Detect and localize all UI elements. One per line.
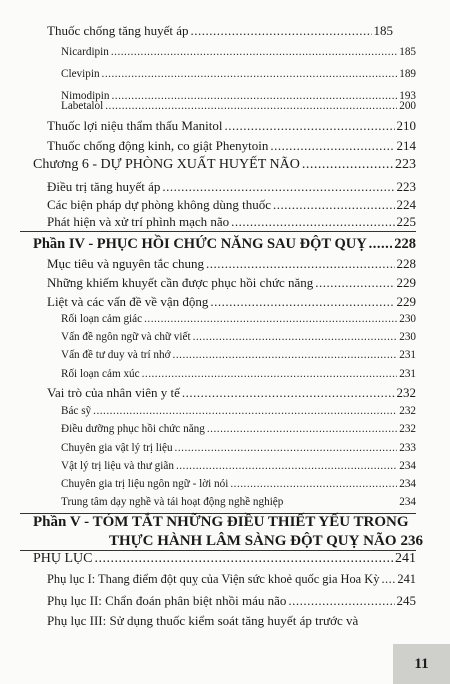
toc-entry-title: Thuốc chống tăng huyết áp — [47, 23, 189, 38]
toc-entry-title: Thuốc lợi niệu thẩm thấu Manitol — [47, 118, 223, 133]
toc-entry — [61, 331, 416, 343]
toc-entry — [47, 138, 416, 154]
toc-entry-page: 234 — [399, 460, 416, 472]
section-divider — [20, 231, 416, 232]
toc-entry-page: 234 — [399, 496, 416, 508]
toc-entry-page: 230 — [399, 331, 416, 343]
toc-entry-title: Phần IV - PHỤC HỒI CHỨC NĂNG SAU ĐỘT QUỴ — [33, 236, 367, 252]
toc-entry — [47, 256, 416, 272]
leader-dots — [176, 461, 397, 471]
toc-entry — [61, 460, 416, 472]
toc-entry-title: Phát hiện và xử trí phình mạch não — [47, 214, 230, 229]
leader-dots — [273, 198, 394, 210]
leader-dots — [111, 47, 397, 57]
leader-dots — [315, 276, 394, 288]
toc-entry — [47, 118, 416, 134]
leader-dots — [302, 158, 393, 171]
toc-entry-page: 231 — [399, 368, 416, 380]
toc-entry — [47, 214, 416, 230]
toc-entry-title: Nicardipin — [61, 46, 109, 58]
toc-entry-page: 241 — [397, 572, 416, 586]
toc-entry-title: Vai trò của nhân viên y tế — [47, 385, 180, 400]
toc-entry-title: Clevipin — [61, 68, 100, 80]
page-number: 11 — [414, 655, 429, 672]
toc-entry-page: 185 — [373, 23, 393, 38]
leader-dots — [142, 369, 398, 379]
toc-entry-title: Nimodipin — [61, 90, 110, 102]
toc-entry-page: 233 — [399, 442, 416, 454]
toc-entry-page: 223 — [396, 179, 416, 194]
toc-entry-title: Vấn đề tư duy và trí nhớ — [61, 349, 171, 361]
toc-entry — [47, 294, 416, 310]
toc-entry — [47, 23, 393, 39]
toc-entry-page: 210 — [396, 118, 416, 133]
leader-dots — [207, 424, 397, 434]
toc-entry-page: 223 — [395, 157, 416, 172]
leader-dots — [381, 573, 395, 584]
toc-entry-page: 224 — [396, 197, 416, 212]
toc-entry-title: Labetalol — [61, 100, 104, 112]
toc-entry-title: Phụ lục I: Thang điểm đột quỵ của Viện sức khoẻ quốc gia Hoa Kỳ — [47, 572, 380, 586]
toc-part-continued — [109, 533, 424, 550]
toc-entry-page: 232 — [396, 385, 416, 400]
toc-entry-title: Trung tâm dạy nghề và tái hoạt động nghề nghiệp — [61, 496, 284, 508]
toc-entry — [47, 197, 416, 213]
toc-entry-title: Các biện pháp dự phòng không dùng thuốc — [47, 197, 272, 212]
toc-entry-page: 229 — [396, 275, 416, 290]
leader-dots — [144, 314, 397, 324]
leader-dots — [210, 295, 394, 307]
toc-entry-page: 200 — [399, 100, 416, 112]
toc-entry-page: 245 — [396, 593, 416, 608]
toc-entry-page: 185 — [399, 46, 416, 58]
toc-entry-page: 225 — [396, 214, 416, 229]
toc-entry — [61, 423, 416, 435]
toc-entry — [61, 349, 416, 361]
toc-entry — [47, 385, 416, 401]
toc-entry-title: Rối loạn cảm xúc — [61, 368, 140, 380]
toc-entry-page: 234 — [399, 478, 416, 490]
leader-dots — [231, 215, 394, 227]
leader-dots — [369, 237, 393, 250]
toc-entry-title: Những khiếm khuyết cần được phục hồi chức năng — [47, 275, 314, 290]
toc-entry — [47, 613, 416, 629]
leader-dots — [206, 257, 394, 269]
toc-entry-title: Vật lý trị liệu và thư giãn — [61, 460, 174, 472]
leader-dots — [93, 406, 397, 416]
leader-dots — [230, 479, 397, 489]
leader-dots — [162, 180, 394, 192]
toc-entry — [47, 572, 416, 587]
toc-entry-title: Phụ lục III: Sử dụng thuốc kiểm soát tăng huyết áp trước và — [47, 613, 359, 628]
toc-entry-title: Điều dưỡng phục hồi chức năng — [61, 423, 205, 435]
toc-part — [33, 236, 416, 253]
leader-dots — [105, 101, 397, 111]
toc-entry — [61, 46, 416, 58]
leader-dots — [102, 69, 398, 79]
toc-entry — [61, 496, 416, 508]
toc-entry-page: 228 — [394, 236, 416, 252]
leader-dots — [193, 332, 398, 342]
toc-entry-title: Liệt và các vấn đề về vận động — [47, 294, 209, 309]
leader-dots — [288, 594, 394, 606]
toc-entry — [47, 179, 416, 195]
toc-entry-title: Thuốc chống động kinh, co giật Phenytoin — [47, 138, 269, 153]
toc-entry-page: 231 — [399, 349, 416, 361]
toc-entry-title: Chuyên gia trị liệu ngôn ngữ - lời nói — [61, 478, 229, 490]
toc-entry-page: 193 — [399, 90, 416, 102]
toc-entry-title: Mục tiêu và nguyên tắc chung — [47, 256, 205, 271]
toc-entry-title: PHỤ LỤC — [33, 551, 93, 566]
toc-entry-title: Rối loạn cảm giác — [61, 313, 143, 325]
toc-entry-title: THỰC HÀNH LÂM SÀNG ĐỘT QUỴ NÃO — [109, 533, 397, 549]
leader-dots — [224, 119, 394, 131]
toc-entry — [61, 368, 416, 380]
leader-dots — [270, 139, 394, 151]
page-number-box — [393, 644, 450, 684]
toc-entry-title: Bác sỹ — [61, 405, 92, 417]
toc-entry — [61, 405, 416, 417]
toc-entry-title: Điều trị tăng huyết áp — [47, 179, 161, 194]
toc-part — [33, 514, 416, 531]
toc-entry — [61, 442, 416, 454]
toc-entry-title: Chuyên gia vật lý trị liệu — [61, 442, 173, 454]
toc-entry-page: 236 — [400, 533, 424, 549]
toc-entry-title: Phần V - TÓM TẮT NHỮNG ĐIỀU THIẾT YẾU TRONG — [33, 514, 409, 530]
leader-dots — [175, 443, 398, 453]
leader-dots — [191, 24, 372, 36]
toc-entry-title: Vấn đề ngôn ngữ và chữ viết — [61, 331, 191, 343]
toc-entry — [61, 100, 416, 112]
toc-entry-page: 241 — [395, 551, 416, 566]
leader-dots — [173, 350, 398, 360]
toc-chapter — [33, 551, 416, 567]
toc-entry-page: 189 — [399, 68, 416, 80]
toc-entry — [61, 68, 416, 80]
toc-entry-page: 228 — [396, 256, 416, 271]
toc-entry — [47, 275, 416, 291]
toc-entry — [47, 593, 416, 609]
toc-entry-page: 232 — [399, 405, 416, 417]
toc-entry-page: 229 — [396, 294, 416, 309]
leader-dots — [95, 552, 393, 565]
toc-entry-page: 230 — [399, 313, 416, 325]
toc-chapter — [33, 157, 416, 173]
toc-entry-title: Phụ lục II: Chẩn đoán phân biệt nhồi máu não — [47, 593, 287, 608]
toc-entry-title: Chương 6 - DỰ PHÒNG XUẤT HUYẾT NÃO — [33, 157, 300, 172]
toc-entry — [61, 478, 416, 490]
toc-entry-page: 214 — [396, 138, 416, 153]
toc-entry — [61, 313, 416, 325]
toc-entry-page: 232 — [399, 423, 416, 435]
leader-dots — [182, 386, 395, 398]
